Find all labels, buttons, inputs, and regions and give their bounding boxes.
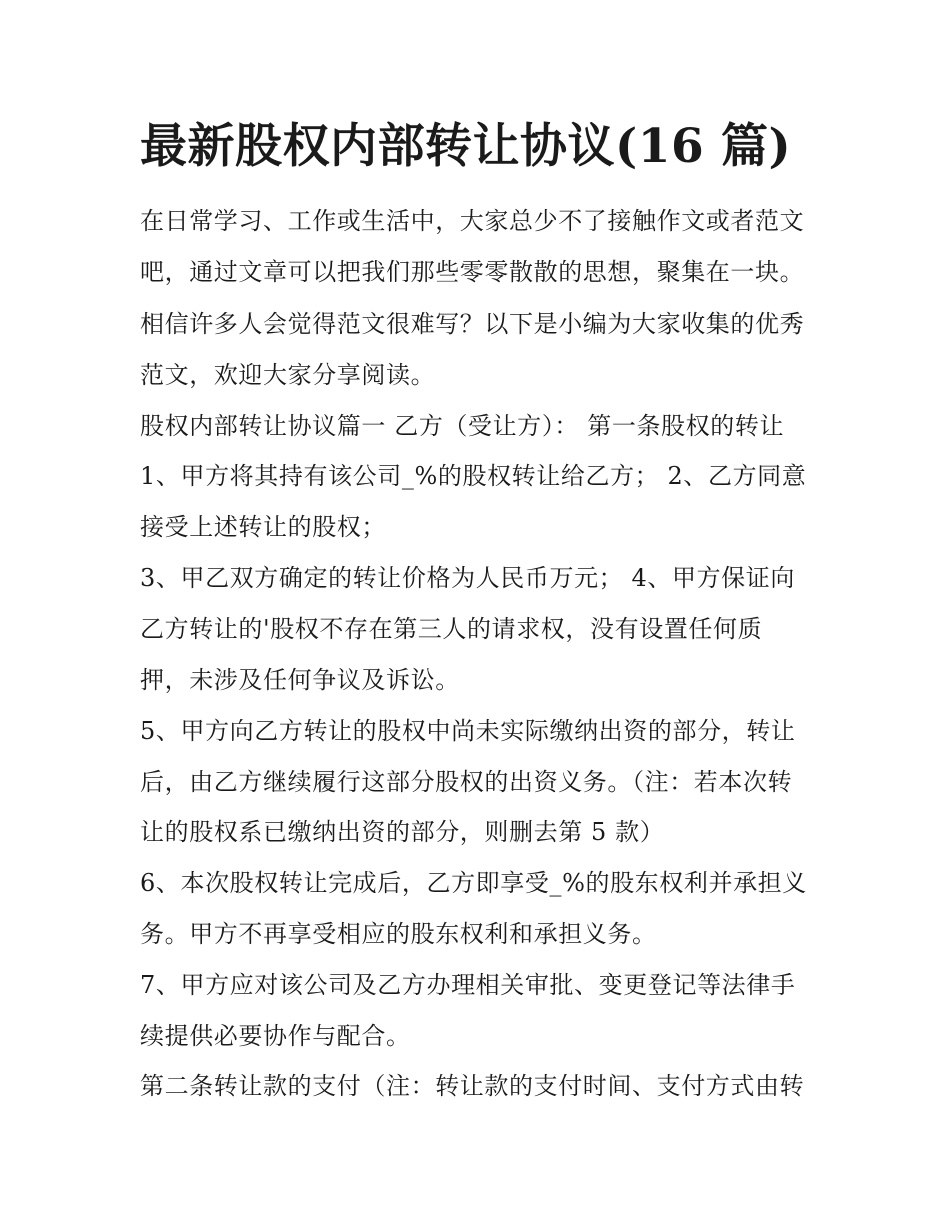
body-line-1: 在日常学习、工作或生活中，大家总少不了接触作文或者范文 [140, 207, 805, 235]
body-line-16: 7、甲方应对该公司及乙方办理相关审批、变更登记等法律手 [140, 971, 796, 999]
body-line-6: 1、甲方将其持有该公司_%的股权转让给乙方； 2、乙方同意 [140, 462, 807, 490]
body-line-3: 相信许多人会觉得范文很难写？以下是小编为大家收集的优秀 [140, 310, 805, 338]
body-line-10: 押，未涉及任何争议及诉讼。 [140, 666, 460, 694]
body-line-18: 第二条转让款的支付（注：转让款的支付时间、支付方式由转 [140, 1072, 805, 1100]
body-line-8: 3、甲乙双方确定的转让价格为人民币万元； 4、甲方保证向 [140, 564, 795, 592]
body-line-14: 6、本次股权转让完成后，乙方即享受_%的股东权利并承担义 [140, 869, 807, 897]
body-line-4: 范文，欢迎大家分享阅读。 [140, 361, 436, 389]
body-line-2: 吧，通过文章可以把我们那些零零散散的思想，聚集在一块。 [140, 258, 805, 286]
body-line-15: 务。甲方不再享受相应的股东权利和承担义务。 [140, 920, 657, 948]
body-line-12: 后，由乙方继续履行这部分股权的出资义务。（注：若本次转 [140, 768, 793, 796]
body-line-9: 乙方转让的'股权不存在第三人的请求权，没有设置任何质 [140, 615, 763, 643]
body-line-11: 5、甲方向乙方转让的股权中尚未实际缴纳出资的部分，转让 [140, 717, 796, 745]
document-title: 最新股权内部转让协议(16 篇) [140, 119, 792, 174]
body-line-17: 续提供必要协作与配合。 [140, 1022, 411, 1050]
body-line-13: 让的股权系已缴纳出资的部分，则删去第 5 款） [140, 818, 665, 846]
body-line-7: 接受上述转让的股权； [140, 513, 386, 541]
body-line-5: 股权内部转让协议篇一 乙方（受让方）： 第一条股权的转让 [140, 412, 785, 440]
